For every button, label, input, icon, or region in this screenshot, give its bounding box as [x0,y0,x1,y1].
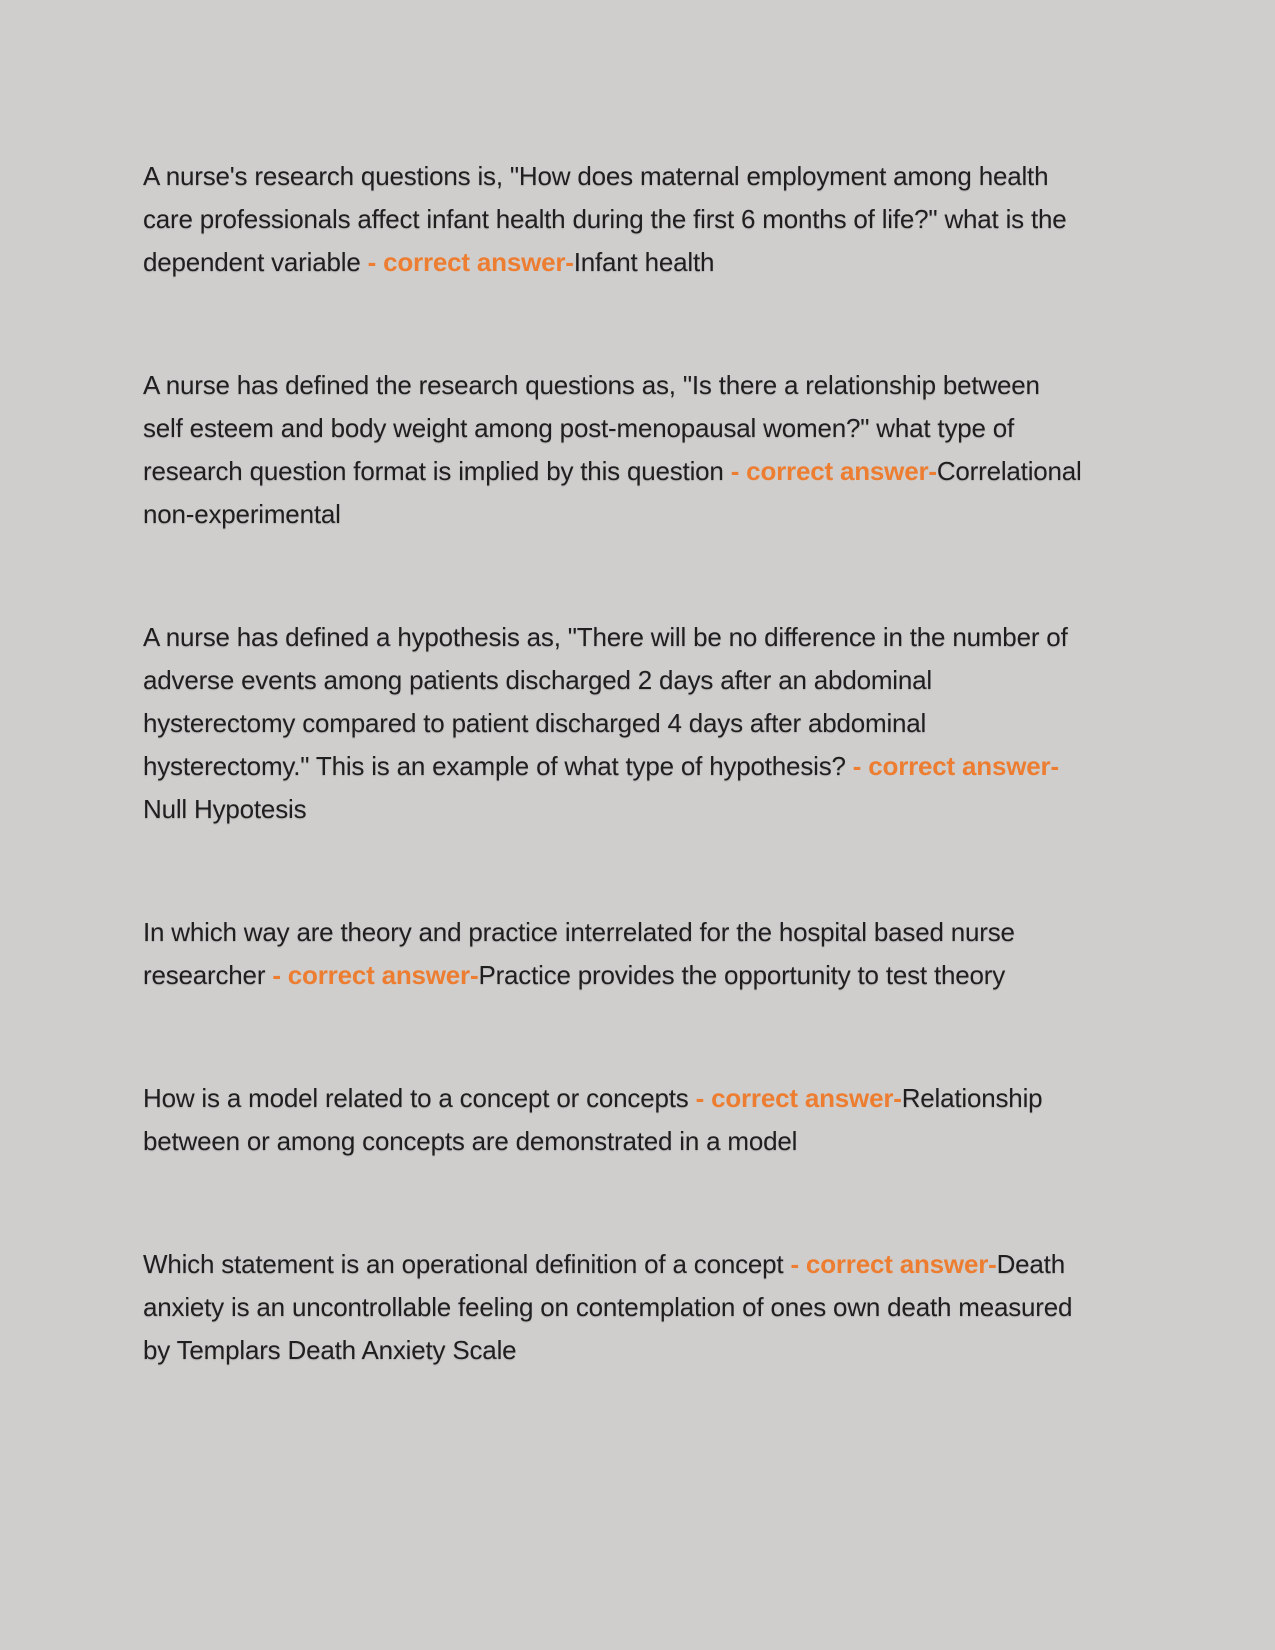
correct-answer-marker: - correct answer- [852,751,1059,781]
answer-text: Correlational non-experimental [143,456,1082,529]
correct-answer-marker: - correct answer- [695,1083,902,1113]
correct-answer-marker: - correct answer- [790,1249,997,1279]
qa-item [143,1077,1083,1163]
qa-item [143,616,1083,831]
answer-text: Infant health [573,247,715,277]
question-text: A nurse has defined the research questions as, "Is there a relationship between self esteem and body weight among post-menopausal women?" what type of research question format is implied by this question [143,370,1040,486]
qa-item [143,155,1083,284]
qa-item [143,364,1083,536]
correct-answer-marker: - correct answer- [272,960,479,990]
answer-text: Practice provides the opportunity to test theory [478,960,1006,990]
answer-text: Null Hypotesis [143,794,307,824]
answer-text: Death anxiety is an uncontrollable feeling on contemplation of ones own death measured by Templars Death Anxiety Scale [143,1249,1073,1365]
qa-item [143,1243,1083,1372]
question-text: In which way are theory and practice interrelated for the hospital based nurse researcher [143,917,1015,990]
question-text: Which statement is an operational definition of a concept [143,1249,791,1279]
question-text: A nurse's research questions is, "How does maternal employment among health care professionals affect infant health during the first 6 months of life?" what is the dependent variable [143,161,1067,277]
qa-list [143,155,1145,1372]
correct-answer-marker: - correct answer- [367,247,574,277]
question-text: A nurse has defined a hypothesis as, "There will be no difference in the number of adverse events among patients discharged 2 days after an abdominal hysterectomy compared to patient discharged 4 days after abdominal hysterectomy." This is an example of what type of hypothesis? [143,622,1068,781]
qa-item [143,911,1083,997]
question-text: How is a model related to a concept or concepts [143,1083,696,1113]
correct-answer-marker: - correct answer- [730,456,937,486]
answer-text: Relationship between or among concepts are demonstrated in a model [143,1083,1043,1156]
